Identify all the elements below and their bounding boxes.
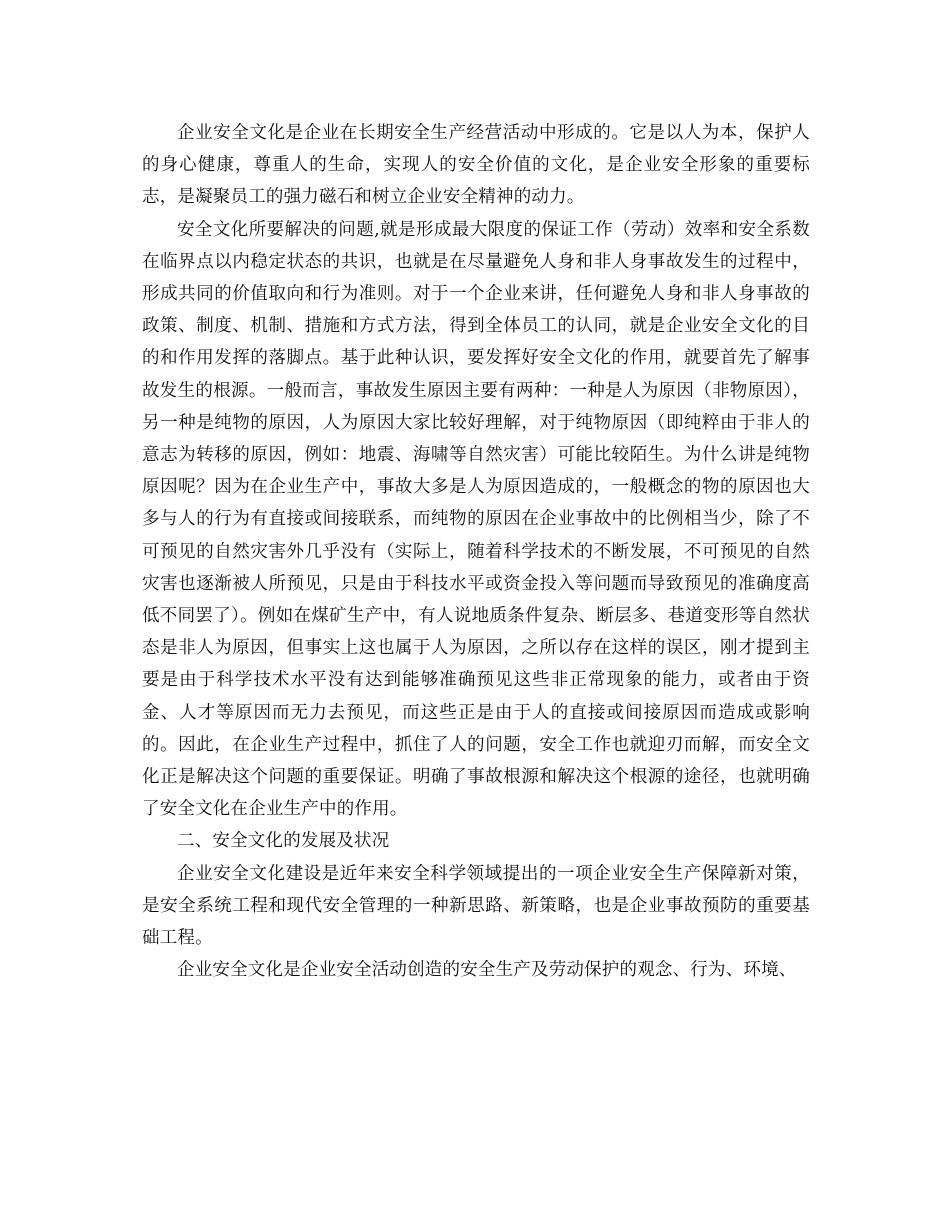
- document-body: [142, 117, 810, 986]
- paragraph-intro: 企业安全文化是企业在长期安全生产经营活动中形成的。它是以人为本，保护人的身心健康，尊重人的生命，实现人的安全价值的文化，是企业安全形象的重要标志，是凝聚员工的强力磁石和树立企业安全精神的动力。: [142, 123, 810, 208]
- paragraph-problem: 安全文化所要解决的问题,就是形成最大限度的保证工作（劳动）效率和安全系数在临界点以内稳定状态的共识，也就是在尽量避免人身和非人身事故发生的过程中，形成共同的价值取向和行为准则。对于一个企业来讲，任何避免人身和非人身事故的政策、制度、机制、措施和方式方法，得到全体员工的认同，就是企业安全文化的目的和作用发挥的落脚点。基于此种认识，要发挥好安全文化的作用，就要首先了解事故发生的根源。一般而言，事故发生原因主要有两种：一种是人为原因（非物原因），另一种是纯物的原因，人为原因大家比较好理解，对于纯物原因（即纯粹由于非人的意志为转移的原因，例如：地震、海啸等自然灾害）可能比较陌生。为什么讲是纯物原因呢？因为在企业生产中，事故大多是人为原因造成的，一般概念的物的原因也大多与人的行为有直接或间接联系，而纯物的原因在企业事故中的比例相当少，除了不可预见的自然灾害外几乎没有（实际上，随着科学技术的不断发展，不可预见的自然灾害也逐渐被人所预见，只是由于科技水平或资金投入等问题而导致预见的准确度高低不同罢了）。例如在煤矿生产中，有人说地质条件复杂、断层多、巷道变形等自然状态是非人为原因，但事实上这也属于人为原因，之所以存在这样的误区，刚才提到主要是由于科学技术水平没有达到能够准确预见这些非正常现象的能力，或者由于资金、人才等原因而无力去预见，而这些正是由于人的直接或间接原因而造成或影响的。因此，在企业生产过程中，抓住了人的问题，安全工作也就迎刃而解，而安全文化正是解决这个问题的重要保证。明确了事故根源和解决这个根源的途径，也就明确了安全文化在企业生产中的作用。: [142, 219, 810, 820]
- section-heading: 二、安全文化的发展及状况: [177, 831, 390, 852]
- paragraph-definition: 企业安全文化是企业安全活动创造的安全生产及劳动保护的观念、行为、环境、: [177, 960, 797, 981]
- paragraph-construction: 企业安全文化建设是近年来安全科学领域提出的一项企业安全生产保障新对策，是安全系统工程和现代安全管理的一种新思路、新策略，也是企业事故预防的重要基础工程。: [142, 863, 810, 949]
